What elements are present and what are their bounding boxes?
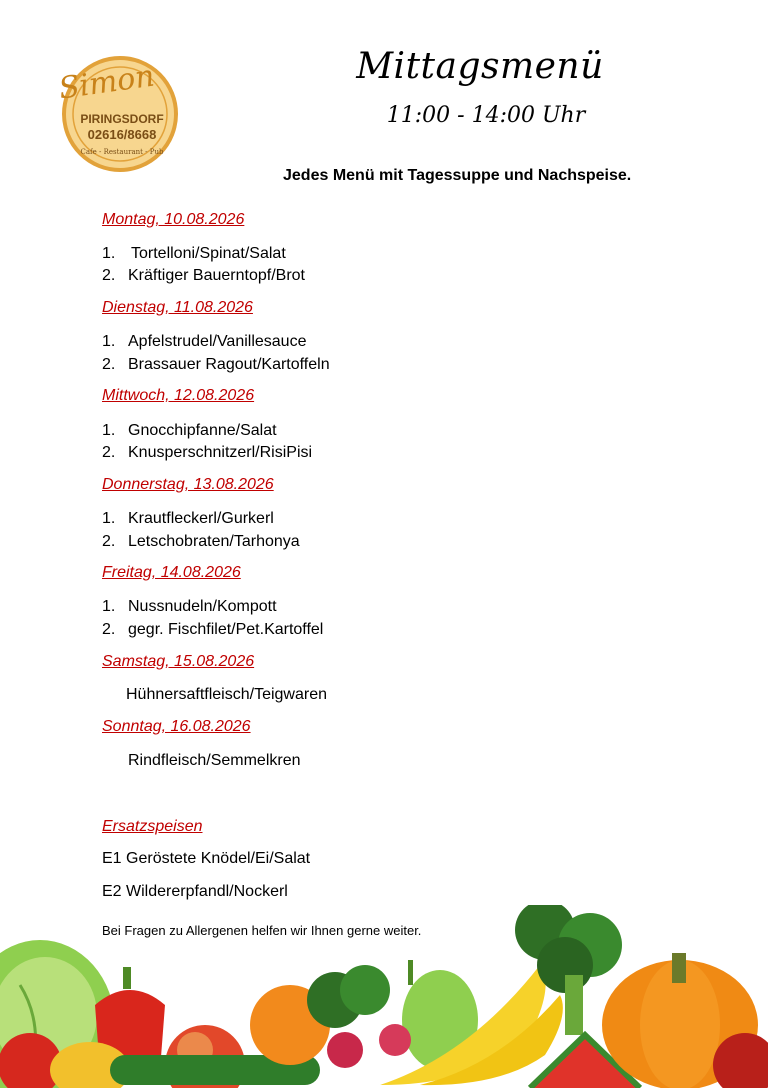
replacements-heading: Ersatzspeisen [102, 818, 203, 835]
dish-name: Hühnersaftfleisch/Teigwaren [126, 686, 327, 703]
item-number: 1. [102, 422, 116, 439]
dish-name: Knusperschnitzerl/RisiPisi [128, 444, 313, 461]
day-heading: Samstag, 15.08.2026 [102, 653, 255, 670]
dish-name: gegr. Fischfilet/Pet.Kartoffel [128, 621, 324, 638]
item-number: 1. [102, 510, 116, 527]
logo-name: Simon [56, 58, 157, 107]
replacement-item: E2 Wildererpfandl/Nockerl [102, 883, 288, 900]
logo-tagline: Cafe - Restaurant - Pub [80, 148, 164, 156]
menu-hours: 11:00 - 14:00 Uhr [386, 103, 586, 128]
allergen-note: Bei Fragen zu Allergenen helfen wir Ihnen gerne weiter. [102, 923, 422, 938]
dish-name: Apfelstrudel/Vanillesauce [128, 333, 307, 350]
dish-name: Krautfleckerl/Gurkerl [128, 510, 274, 527]
dish-name: Letschobraten/Tarhonya [128, 533, 300, 550]
restaurant-logo [50, 50, 190, 172]
dish-name: Nussnudeln/Kompott [128, 598, 277, 615]
item-number: 1. [102, 245, 116, 262]
dish-name: Brassauer Ragout/Kartoffeln [128, 356, 330, 373]
menu-title: Mittagsmenü [356, 46, 604, 87]
replacement-item: E1 Geröstete Knödel/Ei/Salat [102, 850, 311, 867]
day-heading: Dienstag, 11.08.2026 [102, 299, 253, 316]
item-number: 2. [102, 444, 116, 461]
item-number: 2. [102, 267, 116, 284]
vegetables-illustration [0, 905, 768, 1088]
dish-name: Kräftiger Bauerntopf/Brot [128, 267, 305, 284]
dish-name: Gnocchipfanne/Salat [128, 422, 277, 439]
logo-place: PIRINGSDORF [80, 112, 164, 126]
item-number: 2. [102, 621, 116, 638]
day-heading: Freitag, 14.08.2026 [102, 564, 241, 581]
day-heading: Montag, 10.08.2026 [102, 211, 245, 228]
day-heading: Donnerstag, 13.08.2026 [102, 476, 274, 493]
dish-name: Rindfleisch/Semmelkren [128, 752, 301, 769]
day-heading: Mittwoch, 12.08.2026 [102, 387, 255, 404]
dish-name: Tortelloni/Spinat/Salat [131, 245, 286, 262]
item-number: 1. [102, 333, 116, 350]
day-heading: Sonntag, 16.08.2026 [102, 718, 251, 735]
item-number: 2. [102, 356, 116, 373]
logo-phone: 02616/8668 [87, 127, 157, 142]
menu-intro: Jedes Menü mit Tagessuppe und Nachspeise. [283, 167, 632, 184]
item-number: 2. [102, 533, 116, 550]
item-number: 1. [102, 598, 116, 615]
